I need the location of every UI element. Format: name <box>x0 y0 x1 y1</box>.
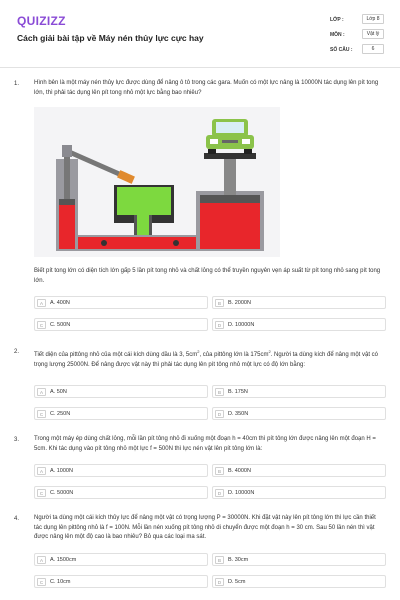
option-c[interactable] <box>34 486 208 499</box>
option-a[interactable] <box>34 464 208 477</box>
option-letter: B <box>215 556 224 564</box>
option-a[interactable] <box>34 553 208 566</box>
option-b[interactable] <box>212 296 386 309</box>
option-text: A. 1000N <box>50 468 73 474</box>
unit-cm2: $cm^2$ <box>189 349 200 358</box>
subject-label: MÔN : <box>330 32 345 38</box>
question-number: 2. <box>14 349 20 355</box>
option-letter: A <box>37 299 46 307</box>
option-a[interactable] <box>34 296 208 309</box>
option-letter: D <box>215 410 224 418</box>
class-value: Lớp 8 <box>362 14 384 24</box>
option-letter: A <box>37 556 46 564</box>
option-text: B. 4000N <box>228 468 251 474</box>
option-letter: A <box>37 467 46 475</box>
option-b[interactable] <box>212 553 386 566</box>
option-d[interactable] <box>212 575 386 588</box>
option-b[interactable] <box>212 385 386 398</box>
question-text: Tiết diện của pittông nhỏ của một cái kích dùng dầu là 3, $5cm^2$, của pittông lớn là $175cm^2$. Người ta dùng kích để nâng một vật có trọng lượng 25000N. Để nâng được vật này thì phải tác dụng lên pít tông nhỏ một lực có độ lớn bằng: <box>34 349 379 368</box>
option-text: B. 175N <box>228 389 248 395</box>
question-number: 3. <box>14 437 20 443</box>
quizizz-logo[interactable]: QUIZIZZ <box>17 14 66 28</box>
worksheet-header <box>0 0 400 68</box>
option-text: C. 5000N <box>50 490 74 496</box>
option-letter: C <box>37 410 46 418</box>
option-text: C. 10cm <box>50 579 71 585</box>
option-letter: C <box>37 489 46 497</box>
option-letter: D <box>215 578 224 586</box>
option-text: A. 1500cm <box>50 557 77 563</box>
option-text: A. 50N <box>50 389 67 395</box>
subject-value: Vật lý <box>362 29 384 39</box>
unit-cm2: $cm^2$ <box>260 349 271 358</box>
option-d[interactable] <box>212 407 386 420</box>
question-count-label: SỐ CÂU : <box>330 47 353 53</box>
option-text: D. 5cm <box>228 579 246 585</box>
option-d[interactable] <box>212 318 386 331</box>
option-letter: B <box>215 299 224 307</box>
option-text: D. 350N <box>228 411 249 417</box>
question-note: Biết pít tong lớn có diện tích lớn gấp 5 lần pít tong nhỏ và chất lỏng có thể truyền nguyên vẹn áp suất từ pít tong nhỏ sang pít tong lớn. <box>34 268 381 284</box>
option-text: D. 10000N <box>228 490 255 496</box>
option-text: D. 10000N <box>228 322 255 328</box>
option-text: B. 2000N <box>228 300 251 306</box>
option-text: C. 500N <box>50 322 71 328</box>
option-d[interactable] <box>212 486 386 499</box>
question-number: 1. <box>14 81 20 87</box>
question-text: Người ta dùng một cái kích thủy lực để nâng một vật có trọng lượng P = 30000N. Khi đặt vật này lên pít tông lớn thì lực cần thiết tác dụng lên pittông nhỏ là f = 100N. Mỗi lần nén xuống pít tông nhỏ di chuyển được một đoạn h = 30 cm. Sau 50 lần nén thì vật được nâng lên một độ cao là bao nhiêu? Bỏ qua các loại ma sát. <box>34 515 376 540</box>
option-letter: C <box>37 578 46 586</box>
hydraulic-press-illustration <box>34 107 280 257</box>
option-letter: B <box>215 467 224 475</box>
question-count-value: 6 <box>362 44 384 54</box>
option-text: B. 30cm <box>228 557 249 563</box>
option-a[interactable] <box>34 385 208 398</box>
class-label: LỚP : <box>330 17 344 23</box>
option-letter: C <box>37 321 46 329</box>
hydraulic-press-figure <box>34 107 280 257</box>
question-text: Hình bên là một máy nén thủy lực được dùng để nâng ô tô trong các gara. Muốn có một lực nâng là 10000N tác dụng lên pít tong lớn, thì phải tác dụng lên pít tong nhỏ một lực bằng bao nhiêu? <box>34 80 379 96</box>
option-letter: D <box>215 489 224 497</box>
page-title: Cách giải bài tập về Máy nén thủy lực cực hay <box>17 33 204 43</box>
option-c[interactable] <box>34 407 208 420</box>
option-text: A. 400N <box>50 300 70 306</box>
option-letter: B <box>215 388 224 396</box>
question-text: Trong một máy ép dùng chất lỏng, mỗi lần pít tông nhỏ đi xuống một đoạn h = 40cm thì pít tông lớn được nâng lên một đoạn H = 5cm. Khi tác dụng vào pít tông nhỏ một lực f = 500N thì lực nén vật lên pít tông lớn là: <box>34 436 376 452</box>
option-b[interactable] <box>212 464 386 477</box>
option-letter: D <box>215 321 224 329</box>
option-text: C. 250N <box>50 411 71 417</box>
option-letter: A <box>37 388 46 396</box>
question-number: 4. <box>14 516 20 522</box>
option-c[interactable] <box>34 575 208 588</box>
option-c[interactable] <box>34 318 208 331</box>
